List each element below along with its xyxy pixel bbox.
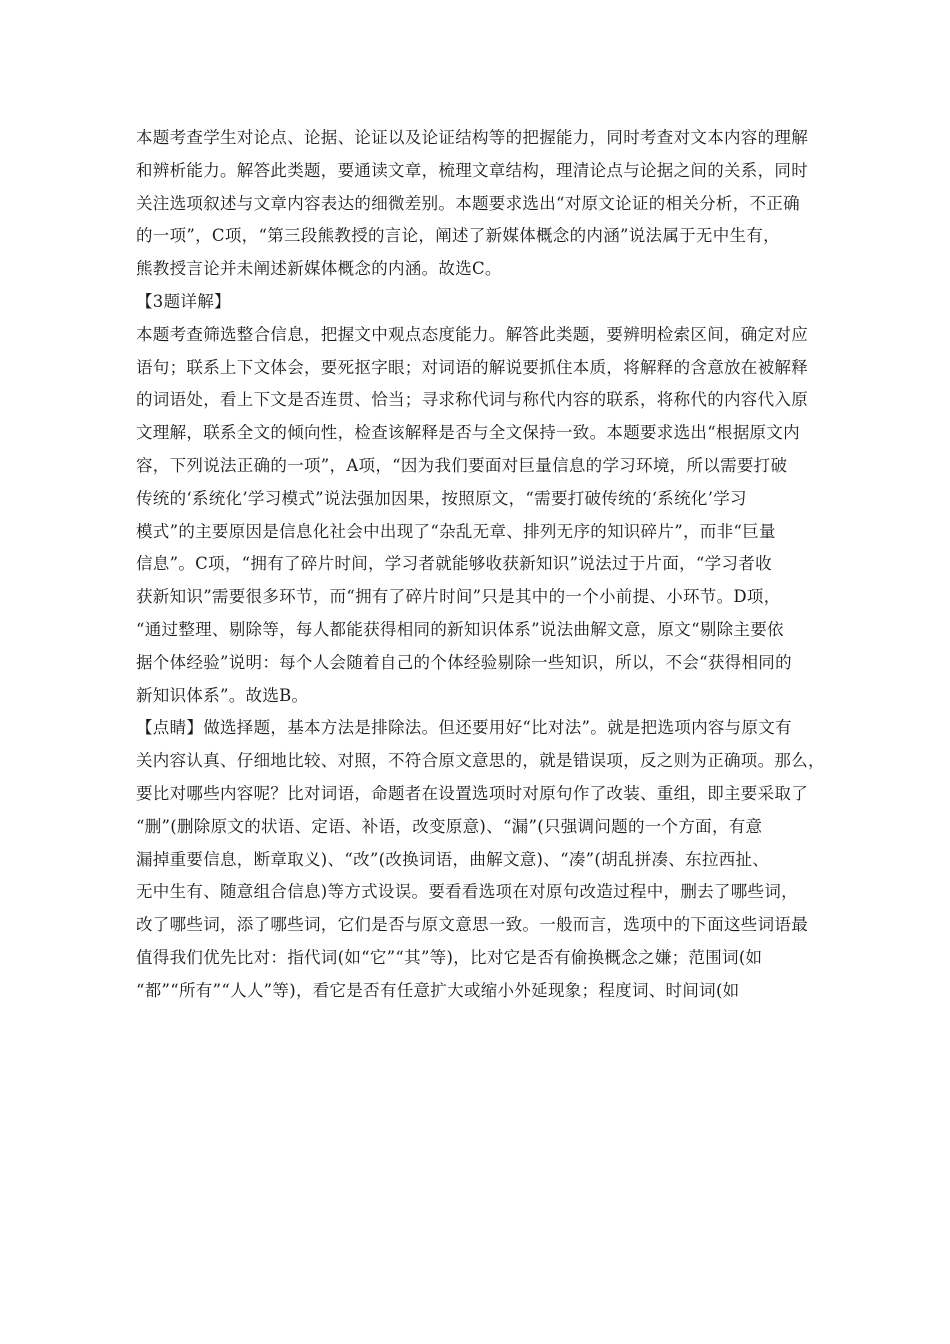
text-line: 关内容认真、仔细地比较、对照，不符合原文意思的，就是错误项，反之则为正确项。那么，	[136, 751, 825, 771]
text-line: 值得我们优先比对：指代词(如“它”“其”等)，比对它是否有偷换概念之嫌；范围词(如	[136, 947, 763, 967]
text-line: 【点睛】做选择题，基本方法是排除法。但还要用好“比对法”。就是把选项内容与原文有	[136, 718, 792, 738]
text-line: 获新知识”需要很多环节，而“拥有了碎片时间”只是其中的一个小前提、小环节。D项，	[136, 587, 781, 607]
text-line: 漏掉重要信息，断章取义)、“改”(改换词语，曲解文意)、“凑”(胡乱拼凑、东拉西扯、	[136, 849, 770, 869]
text-line: 新知识体系”。故选B。	[136, 685, 309, 705]
text-line: 本题考查筛选整合信息，把握文中观点态度能力。解答此类题，要辨明检索区间，确定对应	[136, 324, 808, 344]
text-line: 要比对哪些内容呢？比对词语，命题者在设置选项时对原句作了改装、重组，即主要采取了	[136, 783, 808, 803]
text-line: 熊教授言论并未阐述新媒体概念的内涵。故选C。	[136, 259, 502, 279]
text-line: “通过整理、剔除等，每人都能获得相同的新知识体系”说法曲解文意，原文“剔除主要依	[136, 619, 784, 639]
text-line: 的一项”，C项，“第三段熊教授的言论，阐述了新媒体概念的内涵”说法属于无中生有，	[136, 226, 780, 246]
text-line: 容，下列说法正确的一项”，A项，“因为我们要面对巨量信息的学习环境，所以需要打破	[136, 455, 788, 475]
text-line: 语句；联系上下文体会，要死抠字眼；对词语的解说要抓住本质，将解释的含意放在被解释	[136, 357, 808, 377]
text-line: “都”“所有”“人人”等)，看它是否有任意扩大或缩小外延现象；程度词、时间词(如	[136, 980, 740, 1000]
text-line: 改了哪些词，添了哪些词，它们是否与原文意思一致。一般而言，选项中的下面这些词语最	[136, 915, 808, 935]
text-line: 无中生有、随意组合信息)等方式设误。要看看选项在对原句改造过程中，删去了哪些词，	[136, 882, 798, 902]
text-line: 传统的‘系统化’学习模式”说法强加因果，按照原文，“需要打破传统的‘系统化’学习	[136, 488, 747, 508]
text-line: “删”(删除原文的状语、定语、补语，改变原意)、“漏”(只强调问题的一个方面，有意	[136, 816, 763, 836]
text-line: 模式”的主要原因是信息化社会中出现了“杂乱无章、排列无序的知识碎片”，而非“巨量	[136, 521, 776, 541]
text-line: 本题考查学生对论点、论据、论证以及论证结构等的把握能力，同时考查对文本内容的理解	[136, 128, 808, 147]
text-line: 据个体经验”说明：每个人会随着自己的个体经验剔除一些知识，所以，不会“获得相同的	[136, 652, 792, 672]
document-body	[136, 122, 826, 1008]
text-line: 关注选项叙述与文章内容表达的细微差别。本题要求选出“对原文论证的相关分析，不正确	[136, 193, 800, 213]
text-line: 的词语处，看上下文是否连贯、恰当；寻求称代词与称代内容的联系，将称代的内容代入原	[136, 390, 808, 410]
section-heading: 【3题详解】	[136, 291, 231, 311]
text-line: 文理解，联系全文的倾向性，检查该解释是否与全文保持一致。本题要求选出“根据原文内	[136, 423, 800, 443]
text-line: 信息”。C项，“拥有了碎片时间，学习者就能够收获新知识”说法过于片面，“学习者收	[136, 554, 772, 574]
text-line: 和辨析能力。解答此类题，要通读文章，梳理文章结构，理清论点与论据之间的关系，同时	[136, 160, 808, 180]
